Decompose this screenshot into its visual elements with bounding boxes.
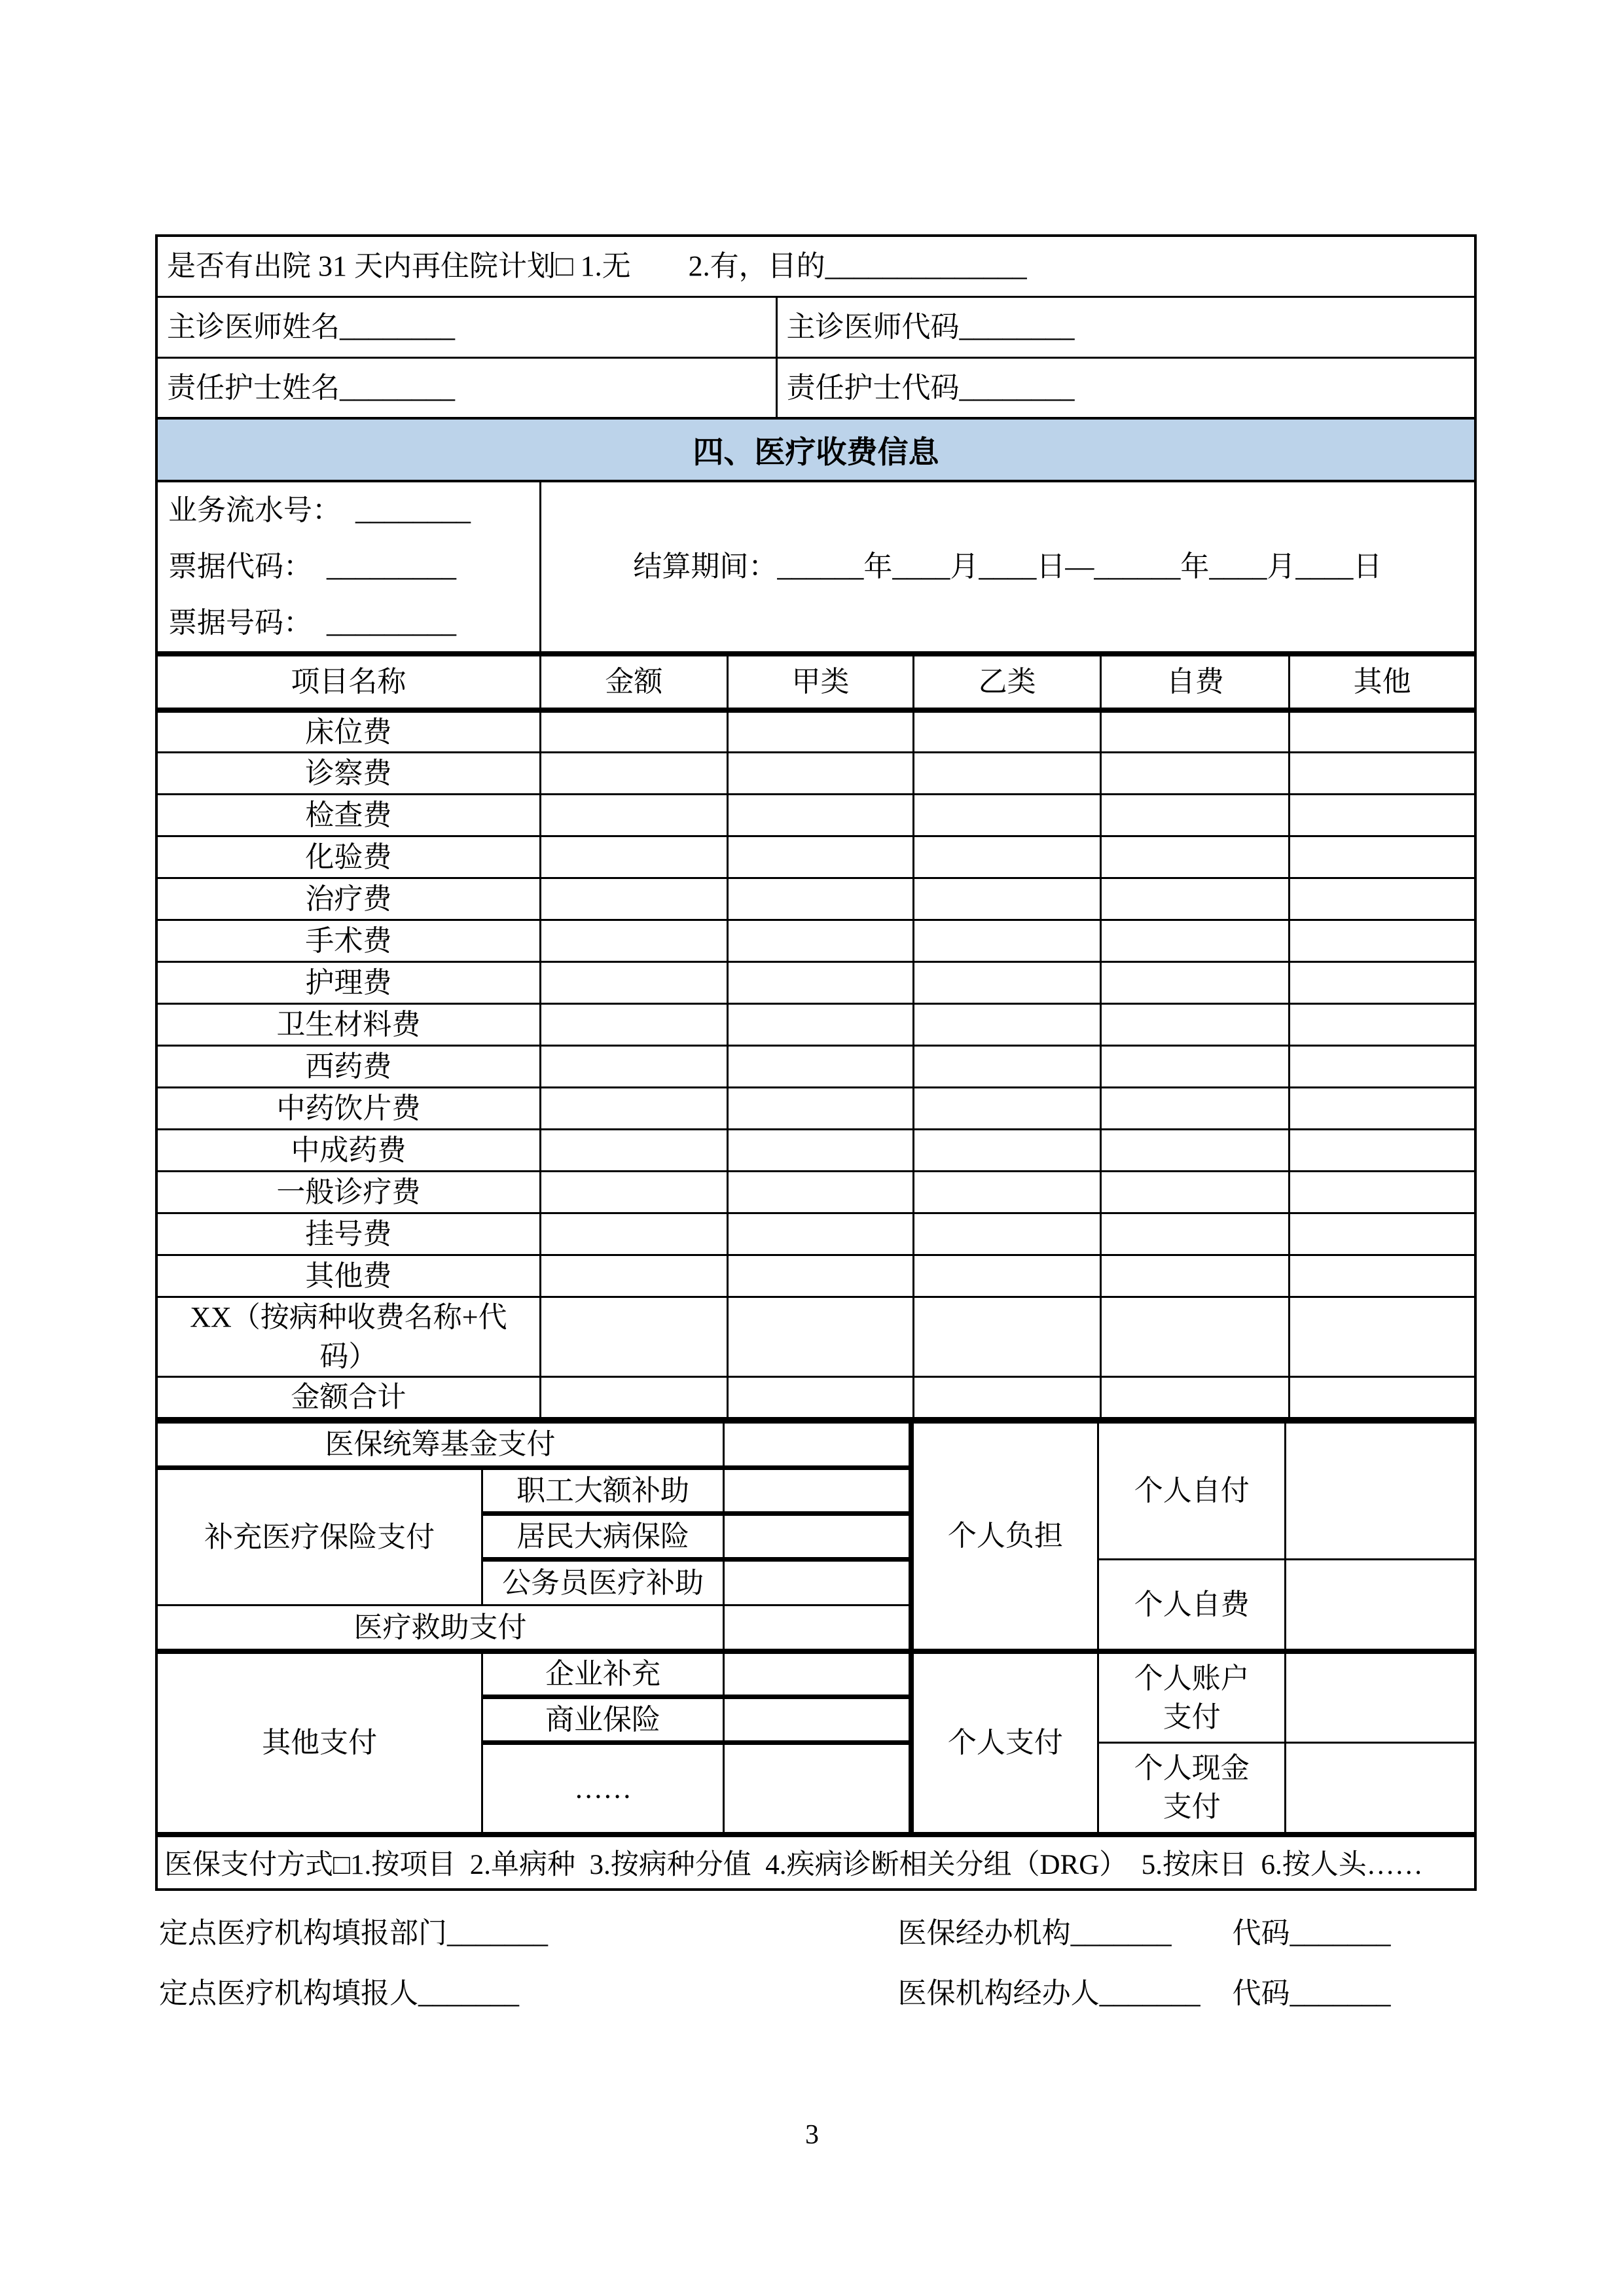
fee-cell	[1101, 1088, 1290, 1130]
personal-burden-label: 个人负担	[911, 1422, 1098, 1651]
fee-cell	[1101, 1213, 1290, 1255]
payment-amount-cell	[1286, 1422, 1475, 1560]
fee-cell	[914, 1297, 1101, 1377]
fee-cell	[727, 1255, 913, 1297]
fee-col-header: 项目名称	[156, 655, 540, 710]
fee-cell	[1290, 1046, 1475, 1088]
fee-row	[156, 753, 1475, 795]
fee-cell	[914, 1255, 1101, 1297]
fee-cell	[727, 753, 913, 795]
fee-row-label: XX（按病种收费名称+代码）	[156, 1297, 540, 1377]
fee-cell	[727, 1377, 913, 1419]
fee-row-label: 化验费	[156, 836, 540, 878]
fee-amount-cell	[540, 1377, 727, 1419]
document-content	[155, 234, 1477, 2027]
readmission-plan-field: 是否有出院 31 天内再住院计划□ 1.无 2.有，目的______________	[156, 236, 1475, 296]
fee-row	[156, 920, 1475, 962]
section-header	[155, 420, 1477, 480]
fee-cell	[914, 710, 1101, 753]
fee-cell	[1290, 753, 1475, 795]
fee-row-disease-type	[156, 1297, 1475, 1377]
fee-cell	[1101, 1004, 1290, 1046]
fee-cell	[1101, 710, 1290, 753]
fee-cell	[727, 962, 913, 1004]
fee-cell	[914, 1046, 1101, 1088]
business-serial-field: 业务流水号： ________	[168, 494, 471, 526]
fee-amount-cell	[540, 878, 727, 920]
fee-col-header: 乙类	[914, 655, 1101, 710]
payment-table	[155, 1421, 1477, 1837]
payment-amount-cell	[723, 1605, 911, 1651]
fee-amount-cell	[540, 1046, 727, 1088]
fee-row-label: 其他费	[156, 1255, 540, 1297]
fee-row-label: 西药费	[156, 1046, 540, 1088]
fee-cell	[1290, 1255, 1475, 1297]
fee-cell	[914, 836, 1101, 878]
fee-cell	[1290, 710, 1475, 753]
fee-cell	[1101, 878, 1290, 920]
fee-cell	[1290, 878, 1475, 920]
fee-amount-cell	[540, 710, 727, 753]
fee-cell	[914, 1377, 1101, 1419]
payment-amount-cell	[723, 1651, 911, 1697]
fee-row-label: 卫生材料费	[156, 1004, 540, 1046]
personal-account-label: 个人账户支付	[1098, 1651, 1286, 1743]
payment-amount-cell	[1286, 1743, 1475, 1835]
payment-amount-cell	[723, 1422, 911, 1468]
primary-nurse-name-field: 责任护士姓名________	[156, 357, 776, 418]
fee-cell	[914, 1213, 1101, 1255]
supplementary-item-label: 职工大额补助	[482, 1468, 724, 1514]
fee-amount-cell	[540, 753, 727, 795]
personal-cash-label: 个人现金支付	[1098, 1743, 1286, 1835]
fee-row	[156, 1172, 1475, 1213]
fee-cell	[1101, 1377, 1290, 1419]
fee-row-label: 诊察费	[156, 753, 540, 795]
fee-col-header: 自费	[1101, 655, 1290, 710]
fee-row-label: 中成药费	[156, 1130, 540, 1172]
fee-cell	[1290, 1377, 1475, 1419]
fee-cell	[914, 1004, 1101, 1046]
invoice-code-field: 票据代码： _________	[168, 550, 456, 583]
fee-cell	[1290, 1213, 1475, 1255]
fee-amount-cell	[540, 1088, 727, 1130]
settlement-period-field: 结算期间：______年____月____日—______年____月____日	[540, 481, 1475, 653]
billing-info-table	[155, 480, 1477, 654]
fee-row-label: 治疗费	[156, 878, 540, 920]
fee-row	[156, 836, 1475, 878]
payment-amount-cell	[723, 1560, 911, 1605]
agency-code-field: 代码_______	[1232, 1916, 1391, 1949]
fee-col-header: 甲类	[727, 655, 913, 710]
fee-cell	[727, 710, 913, 753]
fee-cell	[1101, 1255, 1290, 1297]
page-number: 3	[805, 2120, 819, 2150]
fee-col-header: 金额	[540, 655, 727, 710]
fee-row	[156, 1004, 1475, 1046]
nurse-row	[156, 357, 1475, 418]
fee-cell	[1290, 1088, 1475, 1130]
fee-row	[156, 878, 1475, 920]
fee-row-label: 护理费	[156, 962, 540, 1004]
payment-amount-cell	[723, 1743, 911, 1835]
physician-row	[156, 296, 1475, 357]
fee-amount-cell	[540, 795, 727, 836]
fee-col-header: 其他	[1290, 655, 1475, 710]
fee-amount-cell	[540, 962, 727, 1004]
personal-payment-label: 个人支付	[911, 1651, 1098, 1835]
payment-method-field: 医保支付方式□1.按项目 2.单病种 3.按病种分值 4.疾病诊断相关分组（DRG） 5.按床日 6.按人头……	[164, 1850, 1423, 1881]
invoice-number-field: 票据号码： _________	[168, 607, 456, 639]
section-title: 四、医疗收费信息	[693, 435, 939, 470]
fee-cell	[914, 753, 1101, 795]
other-payment-label: 其他支付	[156, 1651, 482, 1835]
fee-row	[156, 962, 1475, 1004]
fee-cell	[1101, 753, 1290, 795]
fee-row	[156, 795, 1475, 836]
fee-cell	[727, 1297, 913, 1377]
ellipsis-label: ……	[482, 1743, 724, 1835]
fee-cell	[1101, 795, 1290, 836]
fee-row	[156, 1046, 1475, 1088]
fee-cell	[1101, 1297, 1290, 1377]
fee-cell	[914, 1088, 1101, 1130]
fee-cell	[1101, 836, 1290, 878]
fee-cell	[914, 1172, 1101, 1213]
other-item-label: 商业保险	[482, 1697, 724, 1743]
report-person-field: 定点医疗机构填报人_______	[159, 1977, 519, 2009]
fee-cell	[1101, 1046, 1290, 1088]
payment-amount-cell	[723, 1697, 911, 1743]
fee-cell	[727, 1088, 913, 1130]
fee-row	[156, 1130, 1475, 1172]
fee-row	[156, 1255, 1475, 1297]
fee-cell	[914, 962, 1101, 1004]
fee-cell	[727, 1213, 913, 1255]
fee-row-label: 一般诊疗费	[156, 1172, 540, 1213]
fee-cell	[914, 1130, 1101, 1172]
payment-method-row	[155, 1837, 1477, 1891]
pooled-fund-label: 医保统筹基金支付	[156, 1422, 723, 1468]
fee-row-label: 床位费	[156, 710, 540, 753]
medical-assistance-label: 医疗救助支付	[156, 1605, 723, 1651]
agency-operator-field: 医保机构经办人_______	[897, 1977, 1200, 2009]
fee-row-label: 中药饮片费	[156, 1088, 540, 1130]
payment-amount-cell	[723, 1468, 911, 1514]
fee-cell	[1290, 962, 1475, 1004]
fee-cell	[1101, 1172, 1290, 1213]
fee-amount-cell	[540, 1255, 727, 1297]
readmission-plan-row	[156, 236, 1475, 296]
fee-cell	[1290, 1172, 1475, 1213]
footer-fields	[155, 1909, 1477, 2027]
fee-cell	[1290, 795, 1475, 836]
primary-nurse-code-field: 责任护士代码________	[776, 357, 1475, 418]
fee-cell	[914, 795, 1101, 836]
fee-amount-cell	[540, 1172, 727, 1213]
fee-cell	[1290, 1130, 1475, 1172]
fee-cell	[727, 1004, 913, 1046]
fee-row-label: 挂号费	[156, 1213, 540, 1255]
fee-cell	[914, 878, 1101, 920]
fee-table	[155, 654, 1477, 1421]
fee-header-row	[156, 655, 1475, 710]
fee-amount-cell	[540, 920, 727, 962]
fee-cell	[727, 920, 913, 962]
fee-cell	[1290, 920, 1475, 962]
supplementary-label: 补充医疗保险支付	[156, 1468, 482, 1605]
fee-cell	[1101, 920, 1290, 962]
fee-cell	[914, 920, 1101, 962]
fee-row	[156, 1213, 1475, 1255]
fee-row-label: 金额合计	[156, 1377, 540, 1419]
fee-cell	[727, 1046, 913, 1088]
fee-row	[156, 710, 1475, 753]
operator-code-field: 代码_______	[1232, 1977, 1391, 2009]
fee-cell	[727, 1172, 913, 1213]
fee-cell	[727, 795, 913, 836]
fee-cell	[727, 836, 913, 878]
attending-physician-code-field: 主诊医师代码________	[776, 296, 1475, 357]
fee-row-label: 检查费	[156, 795, 540, 836]
fee-amount-cell	[540, 1130, 727, 1172]
fee-cell	[1101, 1130, 1290, 1172]
fee-cell	[727, 1130, 913, 1172]
supplementary-item-label: 居民大病保险	[482, 1514, 724, 1560]
payment-amount-cell	[1286, 1560, 1475, 1651]
supplementary-item-label: 公务员医疗补助	[482, 1560, 724, 1605]
payment-amount-cell	[1286, 1651, 1475, 1743]
patient-info-table	[155, 234, 1477, 420]
fee-cell	[727, 878, 913, 920]
insurance-agency-field: 医保经办机构_______	[897, 1916, 1172, 1949]
attending-physician-name-field: 主诊医师姓名________	[156, 296, 776, 357]
fee-cell	[1290, 1297, 1475, 1377]
fee-amount-cell	[540, 1297, 727, 1377]
other-item-label: 企业补充	[482, 1651, 724, 1697]
invoice-id-cell	[156, 481, 540, 653]
payment-amount-cell	[723, 1514, 911, 1560]
fee-row-label: 手术费	[156, 920, 540, 962]
fee-amount-cell	[540, 1213, 727, 1255]
fee-row	[156, 1088, 1475, 1130]
fee-cell	[1290, 836, 1475, 878]
personal-self-expense-label: 个人自费	[1098, 1560, 1286, 1651]
report-department-field: 定点医疗机构填报部门_______	[159, 1916, 548, 1949]
fee-total-row	[156, 1377, 1475, 1419]
personal-self-pay-label: 个人自付	[1098, 1422, 1286, 1560]
fee-cell	[1101, 962, 1290, 1004]
fee-amount-cell	[540, 1004, 727, 1046]
fee-cell	[1290, 1004, 1475, 1046]
fee-amount-cell	[540, 836, 727, 878]
